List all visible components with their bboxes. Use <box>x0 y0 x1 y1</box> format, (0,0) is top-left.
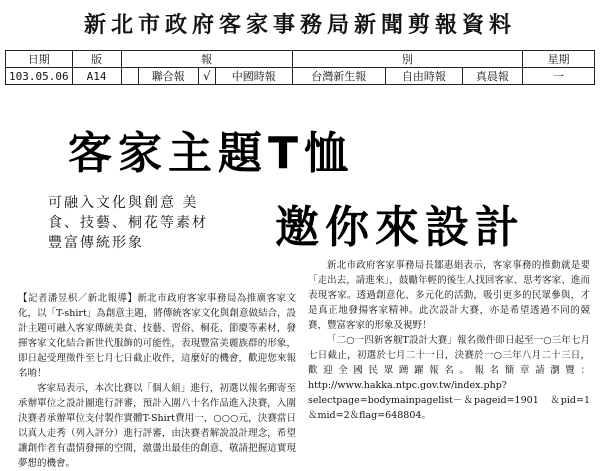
paper-check-0 <box>121 68 138 85</box>
subheadline: 邀你來設計 <box>275 202 525 253</box>
paragraph: 新北市政府客家事務局長鄒惠娟表示，客家事務的推動就是要「走出去，請進來」，鼓勵年輕的後生人找回客家、思考客家、進而表現客家。透過創意化、多元化的活動，吸引更多的民眾參與，才是真正地發揚客家精神。此次設計大賽，亦是希望透過不同的競賽，豐富客家的形象及視野！ <box>308 260 590 331</box>
article-column-left <box>18 291 296 471</box>
weekday-label: 星期 <box>523 51 595 68</box>
paper-chinatimes: 中國時報 <box>215 68 292 85</box>
deck-line: 食、技藝、桐花等素材 <box>48 215 208 231</box>
paper-liberty: 自由時報 <box>385 68 462 85</box>
deck-line: 豐富傳統形象 <box>48 235 144 251</box>
paper-zhenchen: 真晨報 <box>462 68 522 85</box>
newspaper-label: 報 <box>121 51 292 68</box>
date-value: 103.05.06 <box>6 68 73 85</box>
clipping-header-table <box>5 50 595 85</box>
category-label: 別 <box>292 51 522 68</box>
page-label: 版 <box>72 51 121 68</box>
weekday-value: 一 <box>523 68 595 85</box>
deck-line: 可融入文化與創意 美 <box>48 195 199 211</box>
headline: 客家主題T恤 <box>68 128 355 179</box>
paragraph: 「二○一四新客舰T設計大賽」報名徵件即日起至一○三年七月七日截止，初選於七月二十一日，決賽於一○三年八月二十三日，歡迎全國民眾踴躍報名。報名簡章請瀏覽：http://www.hakka.ntpc.gov.tw/index.php?selectpage=bodymainpagelist－＆pageid=1901 ＆pid=1 ＆mid=2＆flag=648804。 <box>308 335 600 421</box>
article-column-right <box>308 258 600 423</box>
deck <box>48 193 253 253</box>
paper-shengsheng: 台灣新生報 <box>292 68 385 85</box>
newspaper-clipping <box>8 103 600 469</box>
paragraph: 【記者潘昱枳／新北報導】新北市政府客家事務局為推廣客家文化，以「T-shirt」為創意主題，將傳統客家文化與創意做結合，設計主題可融入客家傳統美食、技藝、習俗、桐花、節慶等素材，發揮客家文化結合新世代服飾的可能性，表現豐富美麗族群的形象，即日起受理徵件至七月七日截止收件，這麼好的機會，歡迎您來報名唷！ <box>18 293 296 379</box>
agency-title: 新北市政府客家事務局新聞剪報資料 <box>83 12 516 38</box>
paper-check-1: √ <box>198 68 215 85</box>
page-value: A14 <box>72 68 121 85</box>
paper-udn: 聯合報 <box>138 68 198 85</box>
paragraph: 客家局表示，本次比賽以「個人組」進行，初選以報名郵寄至承辦單位之設計圖進行評審，預計入圍八十名作品進入決賽，入圍決賽者承辦單位支付製作實體T-Shirt費用一，○○○元，決賽當日以真人走秀（列入評分）進行評審，由決賽者解說設計理念，希望讓創作者有盡情發揮的空間，激盪出最佳的創意，敬請把握這實現夢想的機會。 <box>18 383 296 469</box>
date-label: 日期 <box>6 51 73 68</box>
